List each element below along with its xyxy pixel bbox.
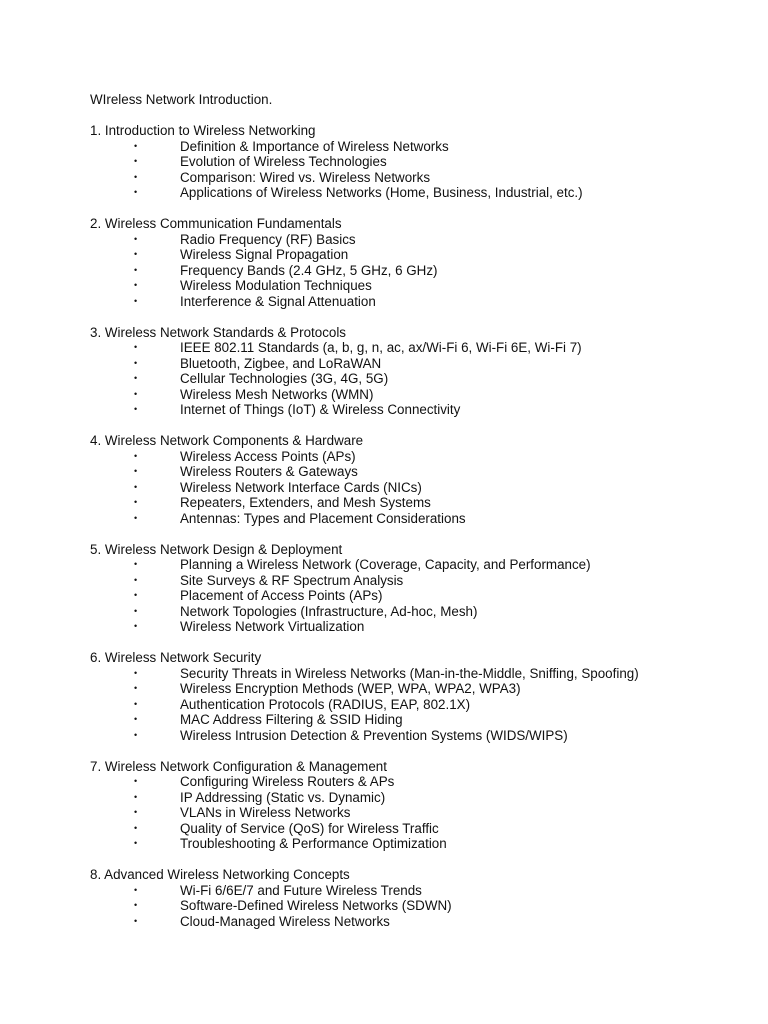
list-item-text: Comparison: Wired vs. Wireless Networks	[180, 169, 431, 185]
list-item-text: Frequency Bands (2.4 GHz, 5 GHz, 6 GHz)	[180, 262, 438, 278]
bullet-icon: •	[134, 729, 138, 740]
outline-section	[90, 542, 750, 635]
bullet-list	[90, 774, 750, 852]
bullet-icon: •	[134, 884, 138, 895]
bullet-icon: •	[134, 388, 138, 399]
bullet-icon: •	[134, 450, 138, 461]
bullet-icon: •	[134, 187, 138, 197]
bullet-icon: •	[134, 559, 138, 569]
list-item	[90, 139, 750, 155]
outline-section	[90, 650, 750, 743]
document-page	[90, 92, 750, 945]
list-item	[90, 604, 750, 620]
bullet-icon: •	[134, 342, 138, 352]
bullet-icon: •	[134, 574, 138, 585]
outline-section	[90, 867, 750, 929]
bullet-icon: •	[134, 838, 138, 848]
section-heading: 7. Wireless Network Configuration & Management	[90, 758, 387, 774]
outline-section	[90, 325, 750, 418]
list-item-text: VLANs in Wireless Networks	[180, 805, 351, 820]
section-heading: 8. Advanced Wireless Networking Concepts	[90, 867, 350, 882]
list-item	[90, 697, 750, 713]
list-item	[90, 805, 750, 821]
list-item	[90, 619, 750, 635]
list-item-text: Authentication Protocols (RADIUS, EAP, 802.1X)	[180, 696, 471, 712]
list-item-text: Wireless Mesh Networks (WMN)	[180, 386, 374, 402]
list-item-text: Network Topologies (Infrastructure, Ad-hoc, Mesh)	[180, 603, 478, 619]
section-heading: 2. Wireless Communication Fundamentals	[90, 216, 342, 231]
list-item-text: Applications of Wireless Networks (Home, Business, Industrial, etc.)	[180, 185, 583, 200]
list-item	[90, 883, 750, 899]
list-item-text: Troubleshooting & Performance Optimization	[180, 836, 447, 851]
list-item-text: Wireless Access Points (APs)	[180, 448, 356, 464]
list-item	[90, 449, 750, 465]
bullet-icon: •	[134, 404, 138, 414]
bullet-list	[90, 340, 750, 418]
bullet-icon: •	[134, 233, 138, 244]
bullet-icon: •	[134, 280, 138, 290]
list-item-text: Evolution of Wireless Technologies	[180, 154, 387, 169]
list-item-text: IEEE 802.11 Standards (a, b, g, n, ac, ax/Wi-Fi 6, Wi-Fi 6E, Wi-Fi 7)	[180, 340, 582, 355]
list-item	[90, 774, 750, 790]
bullet-icon: •	[134, 264, 138, 275]
list-item	[90, 263, 750, 279]
list-item-text: Wireless Intrusion Detection & Prevention Systems (WIDS/WIPS)	[180, 727, 568, 743]
list-item-text: Wireless Encryption Methods (WEP, WPA, WPA2, WPA3)	[180, 681, 521, 696]
bullet-icon: •	[134, 295, 138, 306]
bullet-icon: •	[134, 791, 138, 802]
bullet-icon: •	[134, 512, 138, 523]
list-item	[90, 557, 750, 573]
outline-section	[90, 123, 750, 201]
bullet-icon: •	[134, 683, 138, 693]
list-item-text: Placement of Access Points (APs)	[180, 588, 383, 603]
document-title: WIreless Network Introduction.	[90, 92, 273, 107]
list-item-text: Interference & Signal Attenuation	[180, 293, 376, 309]
list-item-text: Cloud-Managed Wireless Networks	[180, 913, 390, 929]
list-item	[90, 340, 750, 356]
outline-section	[90, 216, 750, 309]
list-item-text: MAC Address Filtering & SSID Hiding	[180, 712, 403, 727]
bullet-icon: •	[134, 466, 138, 476]
list-item	[90, 681, 750, 697]
list-item	[90, 480, 750, 496]
bullet-icon: •	[134, 171, 138, 182]
list-item	[90, 185, 750, 201]
bullet-icon: •	[134, 714, 138, 724]
bullet-icon: •	[134, 249, 138, 259]
list-item	[90, 821, 750, 837]
list-item-text: Wireless Network Interface Cards (NICs)	[180, 479, 422, 495]
list-item-text: Repeaters, Extenders, and Mesh Systems	[180, 495, 431, 510]
bullet-icon: •	[134, 590, 138, 600]
section-heading: 4. Wireless Network Components & Hardware	[90, 433, 364, 448]
bullet-list	[90, 883, 750, 930]
list-item	[90, 464, 750, 480]
bullet-list	[90, 139, 750, 201]
list-item-text: Antennas: Types and Placement Considerations	[180, 510, 466, 526]
list-item-text: Wireless Modulation Techniques	[180, 278, 372, 293]
bullet-icon: •	[134, 900, 138, 910]
list-item	[90, 356, 750, 372]
list-item	[90, 712, 750, 728]
bullet-list	[90, 557, 750, 635]
list-item	[90, 573, 750, 589]
section-heading: 6. Wireless Network Security	[90, 650, 262, 665]
list-item	[90, 247, 750, 263]
bullet-icon: •	[134, 698, 138, 709]
list-item	[90, 588, 750, 604]
list-item-text: Quality of Service (QoS) for Wireless Traffic	[180, 820, 439, 836]
list-item	[90, 914, 750, 930]
list-item-text: Configuring Wireless Routers & APs	[180, 774, 395, 789]
list-item	[90, 898, 750, 914]
list-item-text: Internet of Things (IoT) & Wireless Connectivity	[180, 402, 461, 417]
list-item-text: Definition & Importance of Wireless Networks	[180, 138, 449, 154]
list-item	[90, 495, 750, 511]
bullet-icon: •	[134, 156, 138, 166]
section-heading: 1. Introduction to Wireless Networking	[90, 123, 316, 138]
outline-section	[90, 433, 750, 526]
list-item	[90, 387, 750, 403]
bullet-icon: •	[134, 605, 138, 616]
bullet-icon: •	[134, 497, 138, 507]
list-item	[90, 154, 750, 170]
list-item	[90, 511, 750, 527]
list-item-text: Software-Defined Wireless Networks (SDWN)	[180, 898, 452, 913]
list-item-text: Site Surveys & RF Spectrum Analysis	[180, 572, 404, 588]
bullet-icon: •	[134, 140, 138, 151]
list-item	[90, 278, 750, 294]
list-item	[90, 666, 750, 682]
list-item-text: Wireless Routers & Gateways	[180, 464, 358, 479]
bullet-icon: •	[134, 667, 138, 678]
list-item-text: Bluetooth, Zigbee, and LoRaWAN	[180, 355, 382, 371]
list-item	[90, 836, 750, 852]
bullet-icon: •	[134, 481, 138, 492]
list-item	[90, 294, 750, 310]
list-item-text: IP Addressing (Static vs. Dynamic)	[180, 789, 386, 805]
bullet-list	[90, 666, 750, 744]
list-item	[90, 402, 750, 418]
list-item	[90, 728, 750, 744]
bullet-icon: •	[134, 357, 138, 368]
bullet-icon: •	[134, 621, 138, 631]
bullet-icon: •	[134, 915, 138, 926]
list-item	[90, 371, 750, 387]
bullet-icon: •	[134, 776, 138, 786]
bullet-list	[90, 449, 750, 527]
section-heading: 5. Wireless Network Design & Deployment	[90, 541, 343, 557]
list-item-text: Planning a Wireless Network (Coverage, Capacity, and Performance)	[180, 557, 591, 572]
list-item-text: Wi-Fi 6/6E/7 and Future Wireless Trends	[180, 882, 422, 898]
outline-section	[90, 759, 750, 852]
bullet-icon: •	[134, 373, 138, 383]
bullet-icon: •	[134, 807, 138, 817]
list-item	[90, 170, 750, 186]
list-item-text: Cellular Technologies (3G, 4G, 5G)	[180, 371, 389, 386]
list-item-text: Wireless Network Virtualization	[180, 619, 365, 634]
list-item-text: Security Threats in Wireless Networks (Man-in-the-Middle, Sniffing, Spoofing)	[180, 665, 639, 681]
section-heading: 3. Wireless Network Standards & Protocols	[90, 324, 347, 340]
list-item-text: Radio Frequency (RF) Basics	[180, 231, 356, 247]
bullet-list	[90, 232, 750, 310]
list-item-text: Wireless Signal Propagation	[180, 247, 349, 262]
list-item	[90, 232, 750, 248]
list-item	[90, 790, 750, 806]
outline-sections	[90, 123, 750, 929]
bullet-icon: •	[134, 822, 138, 833]
